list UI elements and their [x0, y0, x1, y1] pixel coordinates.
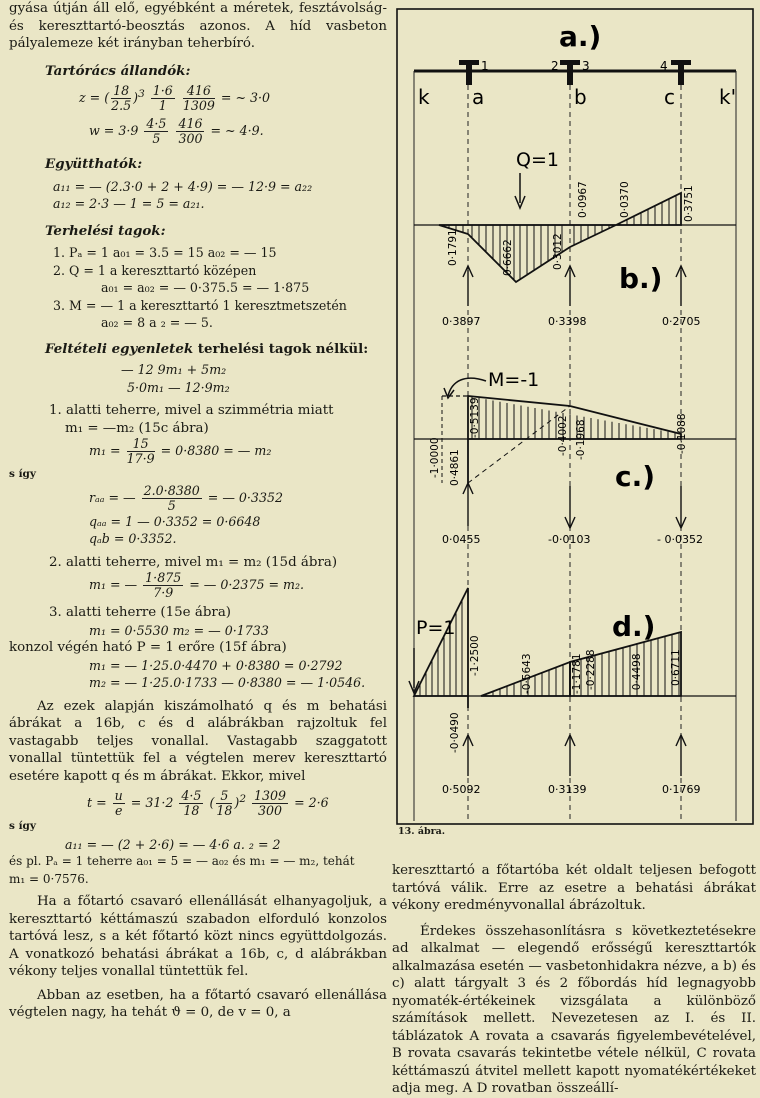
load-2: 2. Q = 1 a kereszttartó középen	[53, 262, 257, 278]
w-frac2	[176, 117, 204, 146]
konzol-line: konzol végén ható P = 1 erőre (15f ábra)	[9, 640, 287, 655]
m1-rhs: = 0·8380 = — m₂	[160, 443, 272, 458]
z-equation: z = ( $\frac{18}{2.5}$ )$^3$ $\frac{1\cdot 6}{1}$ $\frac{416}{1309}$ = ~ 3·0	[79, 83, 271, 113]
b-react-a: 0·3897	[442, 315, 481, 328]
right-column	[392, 862, 756, 1098]
qaa-line: qₐₐ = 1 — 0·3352 = 0·6648	[89, 513, 261, 529]
w-frac2-den: 300	[178, 131, 203, 146]
konzol-m2: m₂ = — 1·25.0·1733 — 0·8380 = — 1·0546.	[89, 675, 366, 690]
t-frac4-num: 1309	[254, 788, 287, 803]
a11-line: a₁₁ = — (2.3·0 + 2 + 4·9) = — 12·9 = a₂₂	[53, 178, 313, 194]
m2-num: 1·875	[145, 570, 182, 585]
d-ord-3: -1·1781	[571, 653, 583, 694]
d-react-b: 0·3139	[548, 783, 587, 796]
c-react-c: - 0·0352	[657, 533, 703, 546]
load-3b: a₀₂ = 8 a ₂ = — 5.	[101, 315, 213, 330]
s-igy-2: s így	[9, 820, 36, 832]
panel-d-load: P=1	[416, 617, 456, 639]
b-ord-0: 0·1791	[447, 229, 459, 266]
c-ord-4: -0·1968	[575, 419, 587, 460]
t-rhs: = 2·6	[294, 795, 329, 810]
panel-d-tri-1	[414, 588, 468, 696]
right-paragraph-1: kereszttartó a főtartóba két oldalt teljesen befogott tartóvá válik. Erre az esetre a behatási ábrákat vékony eredményvonallal ábrázoltuk.	[392, 863, 756, 913]
w-equation	[89, 117, 387, 146]
heading-terhelesi: Terhelési tagok:	[45, 222, 166, 239]
panel-d	[409, 588, 736, 796]
load-2b: a₀₁ = a₀₂ = — 0·375.5 = — 1·875	[101, 280, 310, 295]
panel-b-label: b.)	[619, 262, 663, 295]
t-frac3-den: 18	[216, 803, 233, 818]
z-frac2	[151, 84, 175, 113]
d-ord-2: -0·5643	[521, 653, 533, 694]
m1-frac	[127, 437, 155, 466]
raa-lhs: rₐₐ = —	[89, 489, 136, 505]
t-frac3	[216, 789, 232, 818]
c-ord-0: -1·0000	[429, 437, 441, 478]
b-ord-3: 0·0967	[577, 181, 589, 218]
heading-felteteli	[45, 341, 387, 359]
es-pl-line2: m₁ = 0·7576.	[9, 871, 89, 886]
z-frac1-num: 18	[113, 83, 130, 98]
letter-a: a	[472, 85, 485, 109]
heading-felteteli-rest: terhelési tagok nélkül:	[193, 340, 369, 357]
t-lhs: t =	[87, 795, 107, 810]
w-frac1-num: 4·5	[146, 116, 167, 131]
case-2: 2. alatti teherre, mivel m₁ = m₂ (15d ábra)	[49, 554, 338, 570]
load-3: 3. M = — 1 a kereszttartó 1 keresztmetszetén	[53, 297, 347, 313]
figure-13	[396, 8, 754, 825]
t-frac4-den: 300	[258, 803, 283, 818]
m2-lhs: m₁ = —	[89, 577, 138, 592]
num-4: 4	[660, 59, 668, 73]
paragraph-vegtelen: Abban az esetben, ha a főtartó csavaró ellenállása végtelen nagy, ha tehát ϑ = 0, de v = 0, a	[9, 987, 387, 1020]
raa-den: 5	[167, 497, 176, 513]
panel-c-hatch	[472, 397, 675, 439]
panel-c-load: M=-1	[488, 369, 540, 391]
konzol-m1: m₁ = — 1·25.0·4470 + 0·8380 = 0·2792	[89, 657, 343, 673]
z-frac1	[111, 84, 131, 113]
cond-eq-1: — 12 9m₁ + 5m₂	[121, 362, 227, 377]
intro-paragraph: gyása útján áll elő, egyébként a méretek, fesztávolság- és kereszttartó-beosztás azonos. A híd vasbeton pályalemeze két irányban teherbíró.	[9, 1, 387, 51]
raa-frac	[142, 484, 202, 513]
c-react-b: -0·0103	[548, 533, 591, 546]
w-frac1	[144, 117, 168, 146]
s-igy-1: s így	[9, 468, 36, 480]
letter-c: c	[664, 85, 675, 109]
b-ord-1: 0·6662	[502, 239, 514, 276]
panel-c	[414, 369, 736, 546]
qab-line: qₐb = 0·3352.	[89, 531, 177, 546]
w-frac1-den: 5	[152, 131, 161, 146]
panel-b	[414, 149, 736, 328]
w-rhs: = ~ 4·9.	[210, 123, 264, 138]
raa-equation	[89, 484, 387, 513]
t-frac1-num: u	[114, 788, 123, 803]
c-ord-2: -0·5139	[469, 397, 481, 438]
d-ord-1: -1·2500	[469, 635, 481, 676]
b-ord-4: 0·0370	[619, 181, 631, 218]
z-frac3-den: 1309	[182, 98, 215, 113]
letter-k-prime: k'	[719, 85, 737, 109]
m1-den: 17·9	[126, 451, 155, 466]
figure-caption: 13. ábra.	[398, 826, 446, 837]
b-ord-2: 0·3012	[552, 233, 564, 270]
z-frac3-num: 416	[183, 84, 215, 99]
panel-c-moment-arrow	[448, 378, 486, 396]
heading-felteteli-italic: Feltételi egyenletek	[45, 340, 194, 357]
case-1b: m₁ = —m₂ (15c ábra)	[65, 420, 209, 436]
b-ord-5: 0·3751	[683, 185, 695, 222]
d-ord-0: -0·0490	[449, 712, 461, 753]
a11b-line: a₁₁ = — (2 + 2·6) = — 4·6 a. ₂ = 2	[65, 836, 281, 852]
z-frac2-den: 1	[158, 98, 167, 113]
cond-eq-2: 5·0m₁ — 12·9m₂	[127, 379, 230, 395]
t-frac2-num: 4·5	[181, 788, 202, 803]
figure-frame	[397, 9, 753, 824]
t-frac1	[113, 789, 125, 818]
t-frac3-num: 5	[216, 789, 232, 804]
d-ord-5: -0·4498	[631, 653, 643, 694]
m2-frac	[143, 571, 183, 600]
t-frac2	[179, 789, 203, 818]
heading-tartorács: Tartórács állandók:	[45, 62, 191, 79]
b-react-c: 0·2705	[662, 315, 701, 328]
b-react-b: 0·3398	[548, 315, 587, 328]
z-frac2-num: 1·6	[152, 83, 173, 98]
z-frac3	[183, 84, 215, 113]
panel-b-load: Q=1	[516, 149, 559, 171]
panel-d-reactions	[463, 735, 686, 776]
case-1: 1. alatti teherre, mivel a szimmétria miatt	[49, 403, 334, 418]
m2-den: 7·9	[153, 585, 174, 600]
paragraph-csavaro: Ha a főtartó csavaró ellenállását elhanyagoljuk, a kereszttartó kéttámaszú szabadon elforduló konzolos tartóvá lesz, s a két főtartó közt nincs együttdolgozás. A vonatkozó behatási ábrákat a 16b, c, d alábrákban vékony teljes vonallal tüntettük fel.	[9, 894, 387, 979]
z-lhs: z =	[79, 90, 101, 105]
heading-egyutthatok: Együtthatók:	[45, 156, 143, 172]
m2-rhs: = — 0·2375 = m₂.	[189, 577, 305, 592]
panel-c-dashed	[468, 406, 570, 483]
letter-k: k	[418, 85, 430, 109]
m1-equation	[89, 437, 387, 466]
d-react-a: 0·5092	[442, 783, 481, 796]
es-pl-line: és pl. Pₐ = 1 teherre a₀₁ = 5 = — a₀₂ és m₁ = — m₂, tehát	[9, 854, 355, 868]
c-ord-3: -0·4002	[557, 415, 569, 456]
z-exp: 3	[138, 87, 145, 100]
d-react-c: 0·1769	[662, 783, 701, 796]
t-frac1-den: e	[114, 803, 123, 818]
t-equation: t = $\frac{u}{e}$ = 31·2 $\frac{4\cdot 5}{18}$ ( $\frac{5}{18}$ )$^2$ $\frac{1309}{300}$ = 2·6	[87, 788, 329, 818]
paragraph-behatasi: Az ezek alapján kiszámolható q és m behatási ábrákat a 16b, c és d alábrákban rajzoltuk fel vastagabb teljes vonallal. Vastagabb szaggatott vonallal tüntettük fel a végtelen merev kereszttartó esetére kapott q és m ábrákat. Ekkor, mivel	[9, 698, 387, 784]
c-ord-1: 0·4861	[449, 449, 461, 486]
raa-num: 2.0·8380	[143, 482, 200, 498]
a12-line: a₁₂ = 2·3 — 1 = 5 = a₂₁.	[53, 196, 205, 211]
m1-lhs: m₁ =	[89, 443, 121, 458]
m2-equation	[89, 571, 387, 600]
panel-d-label: d.)	[612, 610, 656, 643]
z-rhs: = ~ 3·0	[220, 90, 271, 105]
left-column	[9, 0, 387, 1022]
panel-c-label: c.)	[615, 460, 656, 493]
num-3: 3	[582, 59, 590, 73]
t-frac2-den: 18	[183, 803, 200, 818]
load-1: 1. Pₐ = 1 a₀₁ = 3.5 = 15 a₀₂ = — 15	[53, 245, 277, 260]
m1-num: 15	[127, 437, 155, 452]
num-2: 2	[551, 59, 559, 73]
t-mid: = 31·2	[130, 795, 174, 810]
c-ord-5: -0·1088	[676, 413, 688, 454]
letter-b: b	[574, 85, 587, 109]
z-frac1-den: 2.5	[111, 98, 132, 113]
case-3: 3. alatti teherre (15e ábra)	[49, 605, 232, 620]
case-3b: m₁ = 0·5530 m₂ = — 0·1733	[89, 622, 269, 638]
d-ord-4: -0·2288	[585, 649, 597, 690]
c-react-a: 0·0455	[442, 533, 481, 546]
right-paragraph-2: Érdekes összehasonlításra s következtetésekre ad alkalmat — elegendő erősségű kereszttartók alkalmazása esetén — vasbetonhidakra nézve, a b) és c) alatt tárgyalt 3 és 2 főbordás híd legnagyobb nyomaték-értékeinek vizsgálata a különböző számítások mellett. Nevezetesen az I. és II. táblázatok A rovata a csavarás figyelembevételével, B rovata csavarás tekintetbe vétele nélkül, C rovata kéttámaszú átvitel mellett kapott nyomatékértékeket adja meg. A D rovatban összeállí-	[392, 923, 756, 1096]
t-exp: 2	[239, 792, 246, 805]
panel-a-label: a.)	[559, 20, 602, 53]
w-lhs: w = 3·9	[89, 123, 139, 138]
d-ord-6: 0·6711	[670, 649, 682, 686]
w-frac2-num: 416	[178, 116, 203, 131]
num-1: 1	[481, 59, 489, 73]
raa-rhs: = — 0·3352	[207, 489, 283, 505]
t-frac4	[252, 789, 288, 818]
